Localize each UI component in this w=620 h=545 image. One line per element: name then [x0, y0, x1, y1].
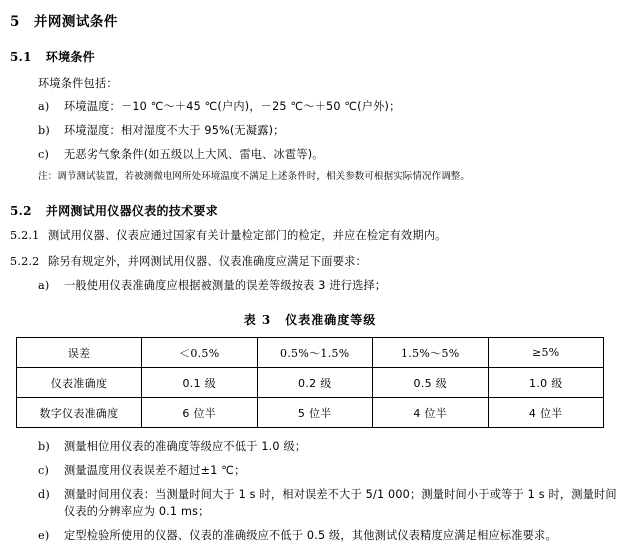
table-number: 表 3: [243, 313, 272, 328]
list-marker: b): [38, 440, 50, 454]
list-marker: d): [38, 487, 50, 501]
subsection-number-5-2: 5.2: [10, 204, 32, 218]
table-cell: 4 位半: [373, 398, 489, 428]
list-marker: a): [38, 100, 50, 114]
clause-number: 5.2.2: [10, 254, 40, 268]
list-marker: e): [38, 528, 50, 542]
list-text: 无恶劣气象条件(如五级以上大风、雷电、冰雹等)。: [64, 147, 324, 161]
subsection-heading-5-2: [10, 202, 620, 219]
clause-text: 测试用仪器、仪表应通过国家有关计量检定部门的检定，并应在检定有效期内。: [48, 229, 447, 242]
table-cell: 5 位半: [257, 398, 373, 428]
row-header: 数字仪表准确度: [17, 398, 142, 428]
table-cell: 0.5 级: [373, 368, 489, 398]
row-header: 误差: [17, 338, 142, 368]
list-item: [38, 487, 620, 521]
table-cell: 1.5%～5%: [373, 338, 489, 368]
table-row: [17, 338, 604, 368]
table-cell: 4 位半: [488, 398, 604, 428]
table-cell: 0.2 级: [257, 368, 373, 398]
list-item: [38, 463, 620, 480]
table-cell: 0.5%～1.5%: [257, 338, 373, 368]
table-cell: 1.0 级: [488, 368, 604, 398]
row-header: 仪表准确度: [17, 368, 142, 398]
table-row: [17, 398, 604, 428]
list-text: 测量时间用仪表：当测量时间大于 1 s 时，相对误差不大于 5/1 000；测量时间小于或等于 1 s 时，测量时间仪表的分辨率应为 0.1 ms；: [64, 487, 617, 518]
section-title: 并网测试条件: [33, 14, 118, 30]
list-text: 环境湿度：相对湿度不大于 95%(无凝露)；: [64, 124, 285, 138]
document-page: [0, 10, 620, 545]
list-marker: c): [38, 464, 50, 478]
clause-number: 5.2.1: [10, 229, 40, 242]
list-marker: a): [38, 278, 50, 292]
list-item: [38, 528, 620, 545]
list-item: [38, 123, 620, 140]
subsection-number-5-1: 5.1: [10, 50, 32, 64]
section-number: 5: [10, 14, 20, 30]
table-caption-text: 仪表准确度等级: [285, 313, 377, 328]
table-cell: ≥5%: [488, 338, 604, 368]
list-text: 一般使用仪表准确度应根据被测量的误差等级按表 3 进行选择；: [64, 278, 387, 292]
list-item: [38, 278, 620, 295]
list-text: 定型检验所使用的仪器、仪表的准确级应不低于 0.5 级，其他测试仪表精度应满足相应标准要求。: [64, 528, 557, 542]
table-cell: 0.1 级: [142, 368, 258, 398]
accuracy-table: [16, 337, 604, 428]
table-caption: [0, 311, 620, 328]
list-marker: b): [38, 124, 50, 138]
table-cell: 6 位半: [142, 398, 258, 428]
list-item: [38, 147, 620, 164]
section-heading: [10, 10, 620, 30]
list-marker: c): [38, 147, 50, 161]
subsection-title-5-1: 环境条件: [45, 50, 95, 64]
clause-5-2-2: [10, 254, 620, 271]
subsection-heading-5-1: [10, 48, 620, 65]
list-item: [38, 99, 620, 116]
list-text: 环境温度：－10 ℃～＋45 ℃(户内)，－25 ℃～＋50 ℃(户外)；: [64, 100, 401, 114]
environment-intro: 环境条件包括：: [38, 77, 118, 90]
clause-text: 除另有规定外，并网测试用仪器、仪表准确度应满足下面要求：: [48, 254, 367, 268]
list-text: 测量相位用仪表的准确度等级应不低于 1.0 级；: [64, 440, 307, 454]
clause-5-2-1: [10, 228, 620, 245]
table-cell: ＜0.5%: [142, 338, 258, 368]
note-text: 注：调节测试装置，若被测微电网所处环境温度不满足上述条件时，相关参数可根据实际情况作调整。: [38, 170, 471, 182]
table-row: [17, 368, 604, 398]
subsection-title-5-2: 并网测试用仪器仪表的技术要求: [45, 204, 218, 218]
list-item: [38, 439, 620, 456]
list-text: 测量温度用仪表误差不超过±1 ℃；: [64, 464, 246, 478]
